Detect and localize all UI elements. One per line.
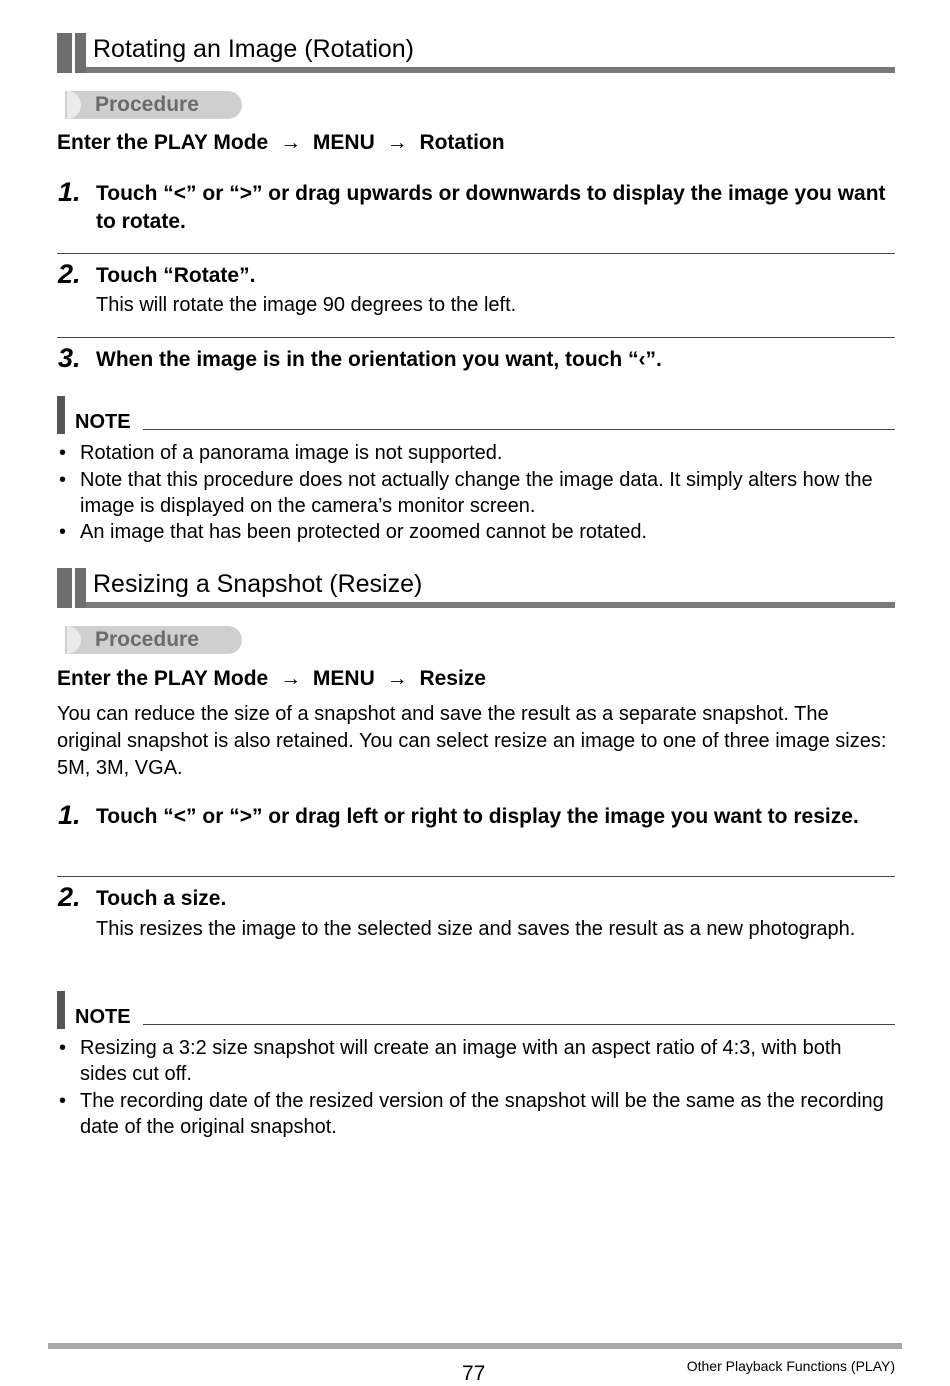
note-rule [143,429,895,430]
path-start: Enter the PLAY Mode [57,667,269,690]
step-body: This resizes the image to the selected size and saves the result as a new photograph. [96,918,856,940]
note-label: NOTE [75,1006,131,1028]
arrow-right-icon: → [280,131,302,154]
section-header-rotation [57,33,895,73]
section-header-resize [57,568,895,608]
header-bar-decoration [75,568,86,608]
bullet-icon: • [59,469,67,491]
step-number: 3. [58,343,81,373]
section-title: Rotating an Image (Rotation) [93,35,415,63]
note-header [57,396,895,434]
header-rule [86,67,895,73]
page-number: 77 [462,1362,486,1385]
step-number: 2. [58,259,81,289]
step-heading: Touch a size. [96,887,227,910]
section-title: Resizing a Snapshot (Resize) [93,570,423,598]
step-body: This will rotate the image 90 degrees to the left. [96,294,517,316]
header-bar-decoration [57,33,72,73]
arrow-right-icon: → [386,131,408,154]
path-item: Resize [419,667,486,690]
step-heading: Touch “Rotate”. [96,264,256,287]
step-number: 1. [58,800,81,830]
arrow-right-icon: → [386,667,408,690]
step-heading: Touch “<” or “>” or drag left or right to display the image you want to resize. [96,805,859,828]
header-bar-decoration [75,33,86,73]
bullet-icon: • [59,1090,67,1112]
note-bar-decoration [57,396,65,434]
bullet-icon: • [59,442,67,464]
note-header [57,991,895,1029]
note-text: Resizing a 3:2 size snapshot will create an image with an aspect ratio of 4:3, with both sides cut off. [80,1037,842,1085]
procedure-badge [57,626,242,654]
step-number: 2. [58,882,81,912]
note-text: An image that has been protected or zoomed cannot be rotated. [80,521,648,543]
path-start: Enter the PLAY Mode [57,131,269,154]
intro-paragraph: You can reduce the size of a snapshot and save the result as a separate snapshot. The original snapshot is also retained. You can select resize an image to one of three image sizes: 5M, 3M, VGA. [57,703,887,779]
procedure-label: Procedure [95,628,199,651]
step-divider [57,876,895,877]
step-divider [57,253,895,254]
path-item: Rotation [419,131,505,154]
header-bar-decoration [57,568,72,608]
step-heading: Touch “<” or “>” or drag upwards or downwards to display the image you want to rotate. [96,182,886,233]
bullet-icon: • [59,521,67,543]
note-label: NOTE [75,411,131,433]
note-bar-decoration [57,991,65,1029]
procedure-label: Procedure [95,93,199,116]
path-menu: MENU [312,667,375,690]
menu-path [57,666,486,692]
note-text: The recording date of the resized version of the snapshot will be the same as the recording date of the original snapshot. [80,1090,884,1138]
note-text: Note that this procedure does not actually change the image data. It simply alters how the image is displayed on the camera’s monitor screen. [80,469,873,517]
chapter-label: Other Playback Functions (PLAY) [686,1358,895,1374]
note-text: Rotation of a panorama image is not supported. [80,442,503,464]
bullet-icon: • [59,1037,67,1059]
arrow-right-icon: → [280,667,302,690]
step-divider [57,337,895,338]
menu-path [57,130,505,156]
procedure-badge [57,91,242,119]
note-rule [143,1024,895,1025]
footer-rule [48,1343,902,1349]
header-rule [86,602,895,608]
step-heading: When the image is in the orientation you want, touch “‹”. [96,348,662,371]
step-number: 1. [58,177,81,207]
path-menu: MENU [312,131,375,154]
